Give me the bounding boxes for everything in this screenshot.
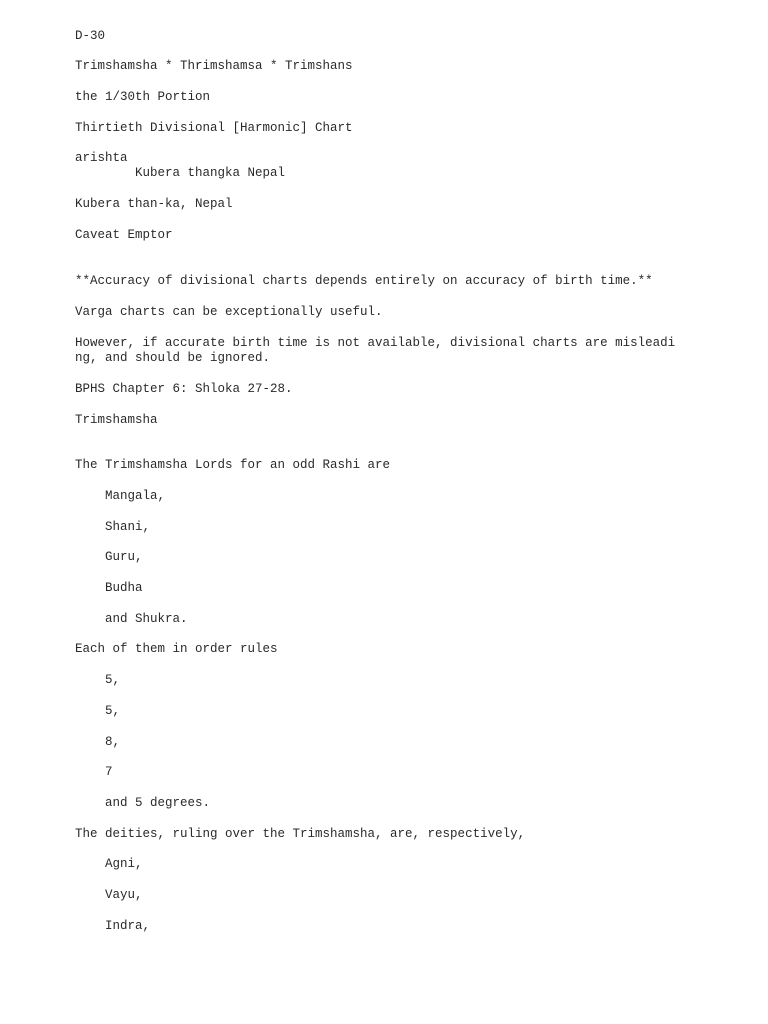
degree-item: 5, [105, 704, 121, 718]
heading-code: D-30 [75, 29, 106, 43]
image-alt-text: Kubera thangka Nepal [135, 166, 286, 180]
deity-item: Agni, [105, 857, 143, 871]
degree-item: 8, [105, 735, 121, 749]
caveat-line: Caveat Emptor [75, 228, 173, 242]
lord-item: and Shukra. [105, 612, 188, 626]
image-caption: Kubera than-ka, Nepal [75, 197, 233, 211]
deity-item: Indra, [105, 919, 151, 933]
however-line-2: ng, and should be ignored. [75, 351, 271, 365]
degree-item: 5, [105, 673, 121, 687]
bphs-reference: BPHS Chapter 6: Shloka 27-28. [75, 382, 293, 396]
varga-useful-line: Varga charts can be exceptionally useful. [75, 305, 383, 319]
accuracy-note: **Accuracy of divisional charts depends entirely on accuracy of birth time.** [75, 274, 653, 288]
degree-item: and 5 degrees. [105, 796, 211, 810]
lords-intro: The Trimshamsha Lords for an odd Rashi are [75, 458, 391, 472]
chart-title: Thirtieth Divisional [Harmonic] Chart [75, 121, 353, 135]
lord-item: Mangala, [105, 489, 166, 503]
lord-item: Budha [105, 581, 143, 595]
portion-line: the 1/30th Portion [75, 90, 211, 104]
rules-intro: Each of them in order rules [75, 642, 278, 656]
arishta-link[interactable]: arishta [75, 151, 128, 165]
alternate-names: Trimshamsha * Thrimshamsa * Trimshans [75, 59, 353, 73]
degree-item: 7 [105, 765, 113, 779]
deities-intro: The deities, ruling over the Trimshamsha, are, respectively, [75, 827, 526, 841]
however-line-1: However, if accurate birth time is not available, divisional charts are misleadi [75, 336, 676, 350]
lord-item: Guru, [105, 550, 143, 564]
deity-item: Vayu, [105, 888, 143, 902]
section-title: Trimshamsha [75, 413, 158, 427]
lord-item: Shani, [105, 520, 151, 534]
